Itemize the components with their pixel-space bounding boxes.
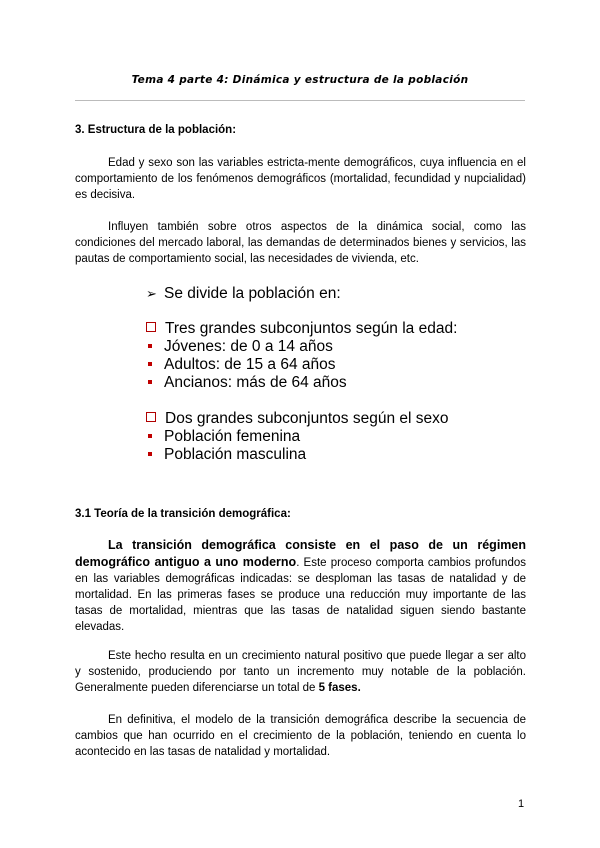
section-3-1-paragraph-2-text: Este hecho resulta en un crecimiento natural positivo que puede llegar a ser alto y sostenido, produciendo por tanto un incremento muy notable de la población. Generalmente pueden diferenciarse un total de [75, 650, 526, 694]
section-3-paragraph-2 [75, 219, 526, 267]
square-bullet-icon [148, 380, 152, 384]
square-bullet-icon [148, 434, 152, 438]
square-bullet-icon [148, 452, 152, 456]
list-item [146, 356, 526, 374]
section-3-paragraph-2-text: Influyen también sobre otros aspectos de la dinámica social, como las condiciones del mercado laboral, las demandas de determinados bienes y servicios, las pautas de comportamiento social, las necesidades de vivienda, etc. [75, 221, 526, 265]
population-division-list [146, 285, 526, 303]
section-3-paragraph-1 [75, 155, 526, 203]
age-group-list [146, 320, 526, 392]
list-item-text: Población masculina [164, 446, 307, 463]
section-3-paragraph-1-text: Edad y sexo son las variables estricta-mente demográficos, cuya influencia en el comportamiento de los fenómenos demográficos (mortalidad, fecundidad y nupcialidad) es decisiva. [75, 157, 526, 201]
section-3-1-paragraph-1 [75, 537, 526, 635]
section-3-1-paragraph-1-rest: . Este proceso comporta cambios profundos en las variables demográficas indicadas: se desploman las tasas de natalidad y de mortalidad. En las primeras fases se produce una reducción muy importante de las tasas de mortalidad, mientras que las tasas de natalidad siguen siendo bastante elevadas. [75, 557, 526, 633]
list-item [146, 428, 526, 446]
age-group-title-text: Tres grandes subconjuntos según la edad: [165, 320, 458, 337]
list-item [146, 374, 526, 392]
sex-group-title-text: Dos grandes subconjuntos según el sexo [165, 410, 449, 427]
header-divider [75, 100, 525, 101]
section-3-1-paragraph-1-bold: La transición demográfica consiste en el paso de un régimen demográfico antiguo a uno moderno [75, 538, 526, 569]
list-item [146, 338, 526, 356]
section-3-1-paragraph-2 [75, 648, 526, 696]
arrow-bullet-icon: ➢ [146, 286, 157, 301]
list-item [146, 446, 526, 464]
square-bullet-icon [148, 344, 152, 348]
square-bullet-icon [148, 362, 152, 366]
section-3-1-paragraph-2-bold: 5 fases. [318, 682, 361, 694]
section-3-1-paragraph-3-text: En definitiva, el modelo de la transición demográfica describe la secuencia de cambios que han ocurrido en el crecimiento de la población, teniendo en cuenta lo acontecido en las tasas de natalidad y mortalidad. [75, 714, 526, 758]
list-item-text: Ancianos: más de 64 años [164, 374, 347, 391]
checkbox-square-icon [146, 322, 156, 332]
sex-group-title [146, 410, 526, 428]
checkbox-square-icon [146, 412, 156, 422]
sex-group-list [146, 410, 526, 464]
page-number: 1 [518, 798, 525, 810]
section-3-heading: 3. Estructura de la población: [75, 124, 237, 136]
section-3-1-heading: 3.1 Teoría de la transición demográfica: [75, 508, 291, 520]
list-intro [146, 285, 526, 303]
list-item-text: Adultos: de 15 a 64 años [164, 356, 336, 373]
page-header-title: Tema 4 parte 4: Dinámica y estructura de la población [131, 74, 469, 86]
section-3-1-paragraph-3 [75, 712, 526, 760]
list-item-text: Población femenina [164, 428, 301, 445]
list-intro-text: Se divide la población en: [164, 285, 341, 302]
list-item-text: Jóvenes: de 0 a 14 años [164, 338, 333, 355]
age-group-title [146, 320, 526, 338]
